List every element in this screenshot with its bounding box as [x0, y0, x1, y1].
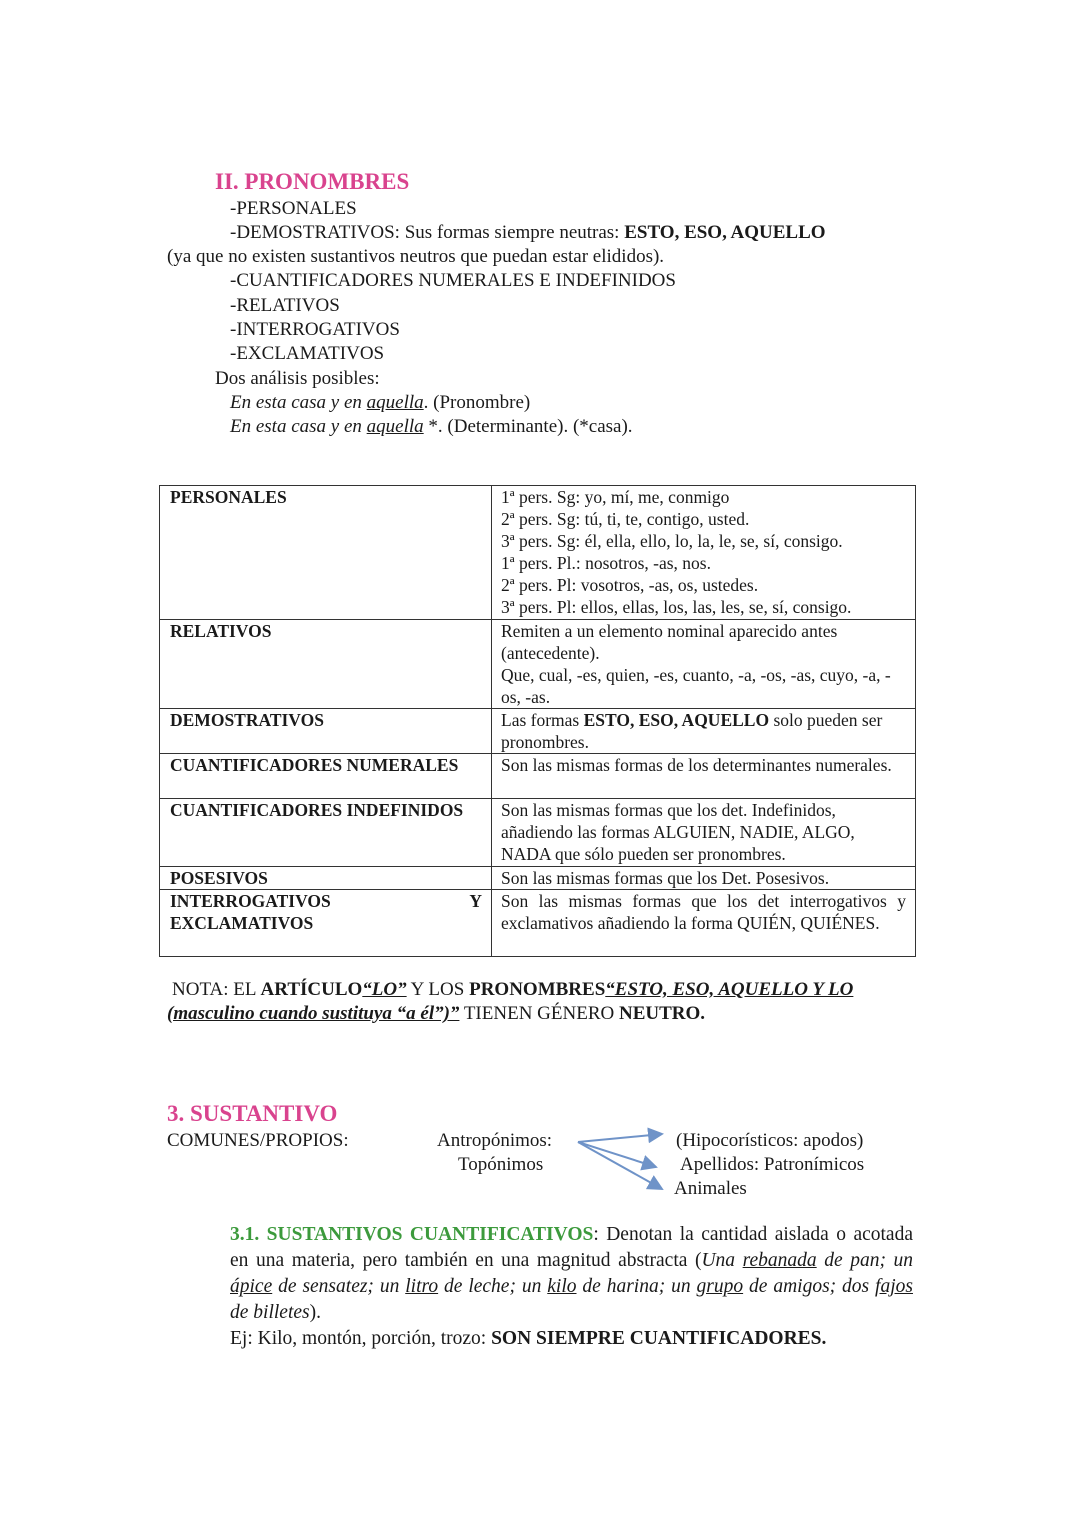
- t: de leche; un: [438, 1276, 548, 1297]
- t: rebanada: [742, 1250, 817, 1271]
- section-title: II. PRONOMBRES: [215, 169, 410, 194]
- t: ápice: [230, 1276, 273, 1297]
- item: -EXCLAMATIVOS: [230, 343, 385, 364]
- term: Animales: [674, 1178, 747, 1199]
- t: litro: [405, 1276, 439, 1297]
- t: aquella: [366, 416, 424, 437]
- table-row: [160, 890, 916, 957]
- analysis-intro: Dos análisis posibles:: [215, 368, 380, 389]
- row-content: [492, 486, 916, 620]
- note-line-2: [167, 1002, 705, 1026]
- t: . (Pronombre): [423, 392, 531, 413]
- table-row: [160, 709, 916, 754]
- table-row: [160, 620, 916, 709]
- row-content: Son las mismas formas que los Det. Posesivos.: [492, 867, 916, 890]
- t: *. (Determinante). (*casa).: [423, 416, 633, 437]
- t: de sensatez; un: [272, 1276, 406, 1297]
- row-label: DEMOSTRATIVOS: [160, 709, 492, 754]
- term: Apellidos: Patronímicos: [680, 1154, 865, 1175]
- t: Y LOS: [406, 979, 470, 1000]
- row-content: Son las mismas formas que los det. Indefinidos, añadiendo las formas ALGUIEN, NADIE, ALGO, NADA que sólo pueden ser pronombres.: [492, 799, 916, 867]
- t: NOTA: EL: [172, 979, 261, 1000]
- t: de billetes: [230, 1302, 310, 1323]
- t: grupo: [696, 1276, 744, 1297]
- item: -PERSONALES: [230, 198, 357, 219]
- row-label: RELATIVOS: [160, 620, 492, 709]
- t: solo pueden ser pronombres.: [501, 710, 883, 752]
- arrows-diagram: [570, 1125, 670, 1195]
- t: ESTO, ESO, AQUELLO: [583, 710, 770, 730]
- t: Una: [701, 1250, 743, 1271]
- line: 3ª pers. Pl: ellos, ellas, los, las, les, se, sí, consigo.: [501, 597, 852, 617]
- t: Ej: Kilo, montón, porción, trozo:: [230, 1328, 492, 1349]
- pronoun-table: [159, 485, 916, 957]
- row-label: POSESIVOS: [160, 867, 492, 890]
- t: “ESTO, ESO, AQUELLO Y LO: [605, 979, 854, 1000]
- term: Antropónimos:: [437, 1130, 553, 1151]
- table-row: [160, 867, 916, 890]
- line: 3ª pers. Sg: él, ella, ello, lo, la, le, se, sí, consigo.: [501, 531, 843, 551]
- t: TIENEN GÉNERO: [459, 1003, 619, 1024]
- line: Que, cual, -es, quien, -es, cuanto, -a, -os, -as, cuyo, -a, -os, -as.: [501, 665, 891, 707]
- line: Remiten a un elemento nominal aparecido antes (antecedente).: [501, 621, 838, 663]
- table-row: [160, 754, 916, 799]
- t: NEUTRO.: [618, 1003, 706, 1024]
- line: 1ª pers. Pl.: nosotros, -as, nos.: [501, 553, 711, 573]
- note-line-1: [172, 978, 853, 1002]
- t: PRONOMBRES: [469, 979, 606, 1000]
- t: kilo: [547, 1276, 577, 1297]
- t: de pan; un: [816, 1250, 914, 1271]
- t: En esta casa y en: [230, 392, 367, 413]
- category-label: COMUNES/PROPIOS:: [167, 1130, 349, 1151]
- text: -DEMOSTRATIVOS: Sus formas siempre neutras:: [230, 222, 625, 243]
- row-label: PERSONALES: [160, 486, 492, 620]
- item: (ya que no existen sustantivos neutros que puedan estar elididos).: [167, 246, 665, 267]
- row-label: CUANTIFICADORES NUMERALES: [160, 754, 492, 799]
- t: (masculino cuando sustituya “a él”)”: [167, 1003, 460, 1024]
- t: de amigos; dos: [743, 1276, 876, 1297]
- line: 2ª pers. Sg: tú, ti, te, contigo, usted.: [501, 509, 750, 529]
- t: En esta casa y en: [230, 416, 367, 437]
- item: [230, 221, 826, 245]
- subsection-title: 3.1. SUSTANTIVOS CUANTIFICATIVOS: [230, 1224, 594, 1245]
- t: ).: [309, 1302, 321, 1323]
- t: : Denotan la cantidad aislada o acotada en una materia, pero también en una magnitud abstracta (: [230, 1224, 913, 1271]
- row-content: [492, 620, 916, 709]
- t: aquella: [366, 392, 424, 413]
- t: de harina; un: [576, 1276, 697, 1297]
- line: 1ª pers. Sg: yo, mí, me, conmigo: [501, 487, 730, 507]
- bold-text: ESTO, ESO, AQUELLO: [624, 222, 826, 243]
- row-content: Son las mismas formas que los det interrogativos y exclamativos añadiendo la forma QUIÉN, QUIÉNES.: [492, 890, 916, 957]
- term: (Hipocorísticos: apodos): [676, 1130, 864, 1151]
- arrow-icon: [578, 1134, 662, 1142]
- term: Topónimos: [458, 1154, 544, 1175]
- row-content: [492, 709, 916, 754]
- t: fajos: [875, 1276, 913, 1297]
- t: ARTÍCULO: [260, 979, 363, 1000]
- row-label: CUANTIFICADORES INDEFINIDOS: [160, 799, 492, 867]
- row-content: Son las mismas formas de los determinantes numerales.: [492, 754, 916, 799]
- subsection-paragraph: [230, 1222, 913, 1352]
- t: SON SIEMPRE CUANTIFICADORES.: [491, 1328, 827, 1349]
- table-row: [160, 486, 916, 620]
- item: -INTERROGATIVOS: [230, 319, 400, 340]
- line: 2ª pers. Pl: vosotros, -as, os, ustedes.: [501, 575, 759, 595]
- t: Las formas: [501, 710, 584, 730]
- example-1: [230, 391, 530, 415]
- section-title: 3. SUSTANTIVO: [167, 1101, 338, 1126]
- table-row: [160, 799, 916, 867]
- example-2: [230, 415, 633, 439]
- item: -CUANTIFICADORES NUMERALES E INDEFINIDOS: [230, 270, 676, 291]
- item: -RELATIVOS: [230, 295, 340, 316]
- t: “LO”: [362, 979, 407, 1000]
- row-label: INTERROGATIVOS Y EXCLAMATIVOS: [160, 890, 492, 957]
